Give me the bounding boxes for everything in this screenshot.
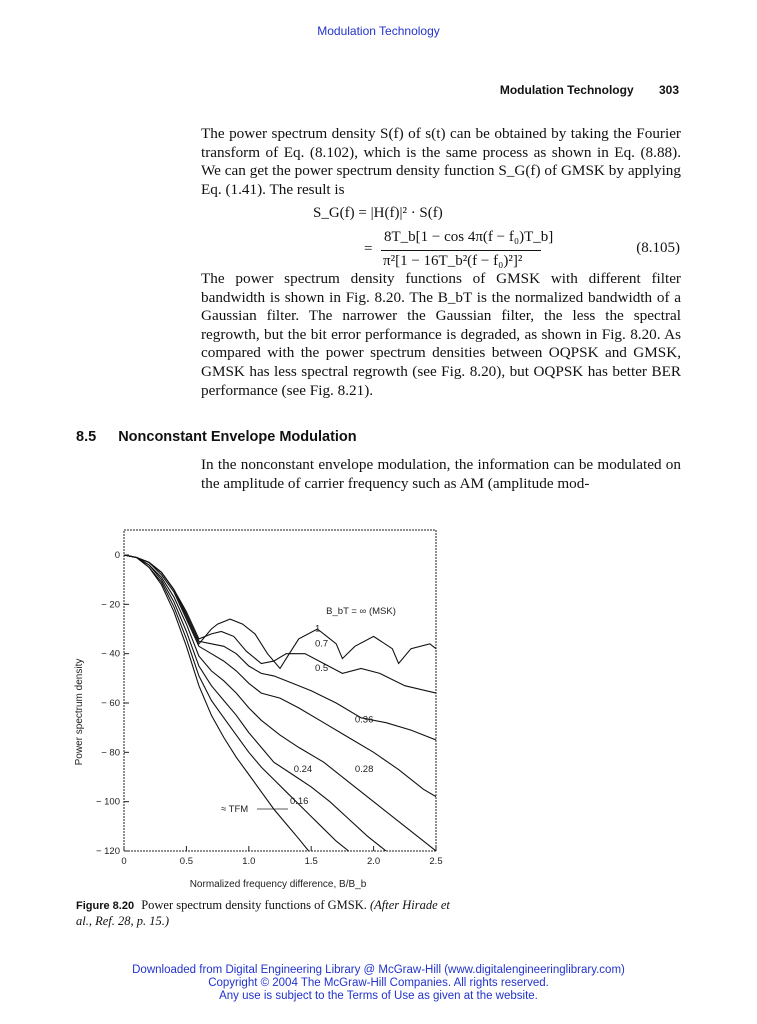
equation-equals: = xyxy=(364,241,373,257)
chart-ticks xyxy=(96,550,443,867)
y-tick-label: − 120 xyxy=(95,846,120,857)
series-lines xyxy=(124,555,436,851)
running-head-title: Modulation Technology xyxy=(499,83,634,97)
y-tick-label: − 20 xyxy=(101,599,120,611)
figure-caption xyxy=(76,898,456,929)
chart-y-axis-label: Power spectrum density xyxy=(74,658,85,766)
section-number: 8.5 xyxy=(76,429,97,445)
footer-line-terms[interactable]: Any use is subject to the Terms of Use as given at the website. xyxy=(219,990,538,1002)
y-tick-label: 0 xyxy=(114,550,120,561)
y-tick-label: − 80 xyxy=(101,747,120,759)
equation-denominator: π²[1 − 16T_b²(f − f₀)²]² xyxy=(383,253,523,269)
figure-label: Figure 8.20 xyxy=(76,900,135,912)
page-number: 303 xyxy=(658,83,679,97)
series-label-4: 0.36 xyxy=(354,714,374,726)
x-tick-label: 2.0 xyxy=(366,856,381,867)
series-label-2: 0.7 xyxy=(314,638,329,650)
figure-caption-text: Power spectrum density functions of GMSK. xyxy=(141,898,367,912)
chart-frame xyxy=(124,530,436,851)
series-label-3: 0.5 xyxy=(314,662,329,674)
fraction-bar xyxy=(381,250,541,251)
series-line-1 xyxy=(124,555,436,693)
figure-caption-source: (After Hirade et al., Ref. 28, p. 15.) xyxy=(76,898,450,928)
chart-series xyxy=(124,555,436,851)
x-tick-label: 1.0 xyxy=(242,856,256,867)
y-tick-label: − 60 xyxy=(101,698,120,709)
series-line-4 xyxy=(124,555,436,851)
section-title: Nonconstant Envelope Modulation xyxy=(118,429,357,445)
equation-numerator: 8T_b[1 − cos 4π(f − f₀)T_b] xyxy=(384,229,554,245)
x-tick-label: 1.5 xyxy=(304,856,318,867)
section-heading xyxy=(76,429,357,445)
series-label-5: 0.28 xyxy=(354,764,374,776)
series-line-2 xyxy=(124,555,436,740)
chart-annotation-tfm: ≈ TFM xyxy=(221,804,249,815)
paragraph-3: In the nonconstant envelope modulation, the information can be modulated on the amplitude of carrier frequency such as AM (amplitude mod- xyxy=(201,456,681,492)
series-line-7 xyxy=(124,555,309,851)
paragraph-2: The power spectrum density functions of GMSK with different filter bandwidth is shown in Fig. 8.20. The B_bT is the normalized bandwidth of a Gaussian filter. The narrower the Gaussian filter, the less the spectral regrowth, but the bit error performance is degraded, as shown in Fig. 8.20. As compared with the power spectrum densities between OQPSK and GMSK, GMSK has less spectral regrowth (see Fig. 8.20), but OQPSK has better BER performance (see Fig. 8.21). xyxy=(201,270,681,399)
x-tick-label: 2.5 xyxy=(429,856,443,867)
running-head xyxy=(500,83,679,97)
series-label-0: B_bT = ∞ (MSK) xyxy=(326,606,396,618)
x-tick-label: 0 xyxy=(121,856,127,867)
y-tick-label: − 100 xyxy=(95,796,120,808)
footer xyxy=(0,964,757,1003)
equation-number: (8.105) xyxy=(636,240,680,256)
series-line-5 xyxy=(124,555,386,851)
series-label-1: 1 xyxy=(314,623,321,635)
psd-chart xyxy=(60,520,460,895)
chart-x-axis-label: Normalized frequency difference, B/B_b xyxy=(189,879,367,890)
paragraph-1: The power spectrum density S(f) of s(t) can be obtained by taking the Fourier transform of Eq. (8.102), which is the same process as shown in Eq. (8.88). We can get the power spectrum density function S_G(f) of GMSK by applying Eq. (1.41). The result is xyxy=(201,125,681,198)
plot-frame xyxy=(124,530,436,851)
footer-line-download[interactable]: Downloaded from Digital Engineering Library @ McGraw-Hill (www.digitalengineeringlibrary.com) xyxy=(132,964,625,976)
equation-line-1: S_G(f) = |H(f)|² · S(f) xyxy=(313,205,443,221)
top-link[interactable]: Modulation Technology xyxy=(317,24,440,38)
footer-line-copyright: Copyright © 2004 The McGraw-Hill Companies. All rights reserved. xyxy=(208,977,549,989)
x-tick-label: 0.5 xyxy=(179,856,194,867)
series-label-6: 0.24 xyxy=(293,764,313,776)
y-tick-label: − 40 xyxy=(101,648,120,660)
series-label-7: 0.16 xyxy=(289,796,309,808)
